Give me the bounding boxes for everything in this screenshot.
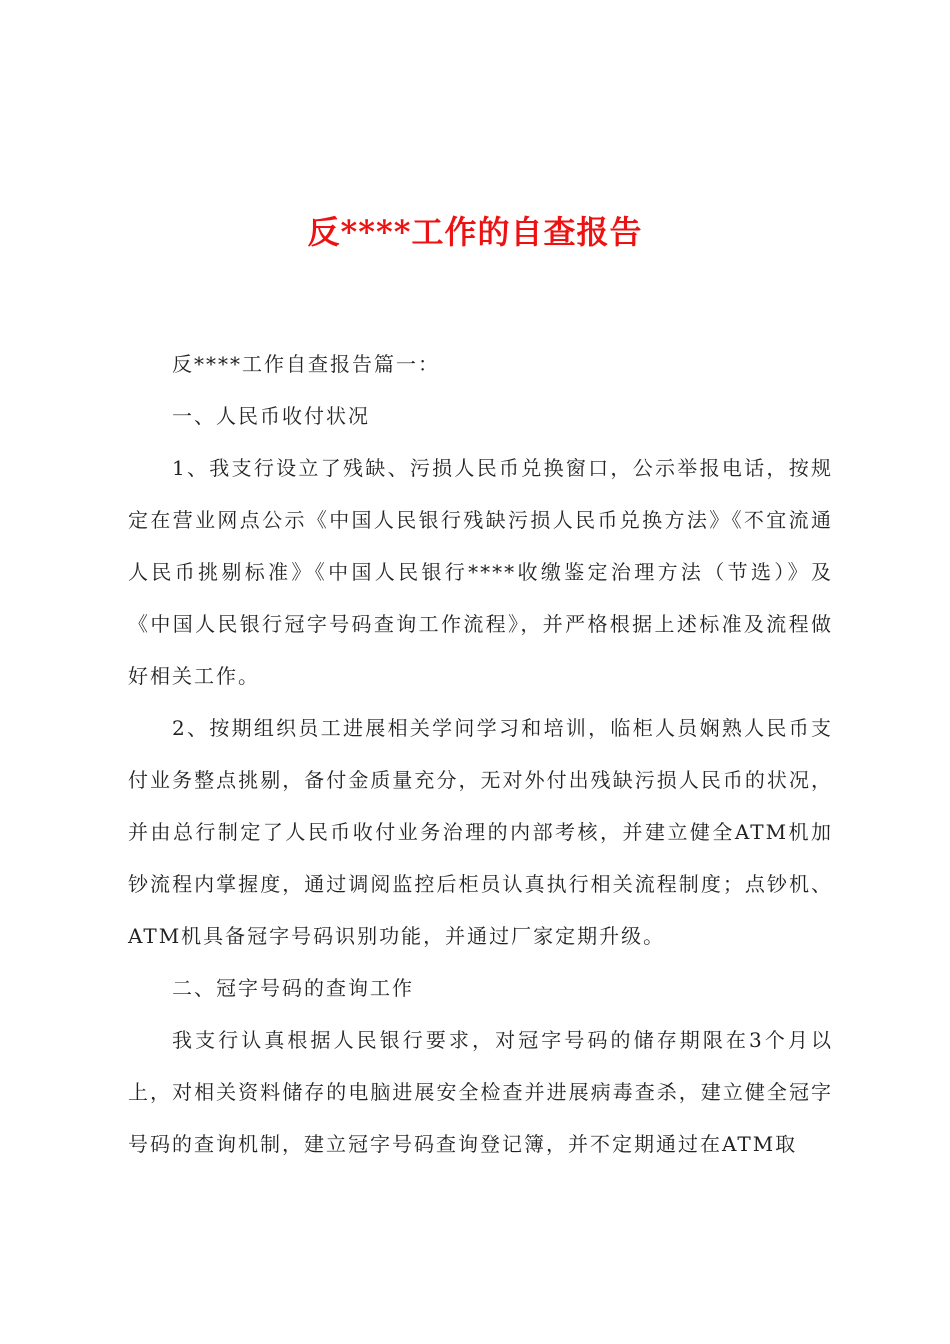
paragraph-item-2: 2、按期组织员工进展相关学问学习和培训，临柜人员娴熟人民币支付业务整点挑剔，备付金质量充分，无对外付出残缺污损人民币的状况，并由总行制定了人民币收付业务治理的内部考核，并建立健全ATM机加钞流程内掌握度，通过调阅监控后柜员认真执行相关流程制度；点钞机、ATM机具备冠字号码识别功能，并通过厂家定期升级。 [128, 716, 833, 948]
section-heading-rmb-receipt: 一、人民币收付状况 [172, 404, 370, 428]
document-title: 反****工作的自查报告 [307, 213, 643, 251]
section-heading-serial-query: 二、冠字号码的查询工作 [172, 976, 414, 1000]
document-body [128, 338, 833, 1170]
section-heading-part-one: 反****工作自查报告篇一： [172, 352, 440, 376]
paragraph-item-1: 1、我支行设立了残缺、污损人民币兑换窗口，公示举报电话，按规定在营业网点公示《中国人民银行残缺污损人民币兑换方法》《不宜流通人民币挑剔标准》《中国人民银行****收缴鉴定治理方法（节选）》及《中国人民银行冠字号码查询工作流程》，并严格根据上述标准及流程做好相关工作。 [128, 456, 833, 688]
paragraph-serial-query: 我支行认真根据人民银行要求，对冠字号码的储存期限在3个月以上，对相关资料储存的电脑进展安全检查并进展病毒查杀，建立健全冠字号码的查询机制，建立冠字号码查询登记簿，并不定期通过在ATM取 [128, 1028, 833, 1156]
